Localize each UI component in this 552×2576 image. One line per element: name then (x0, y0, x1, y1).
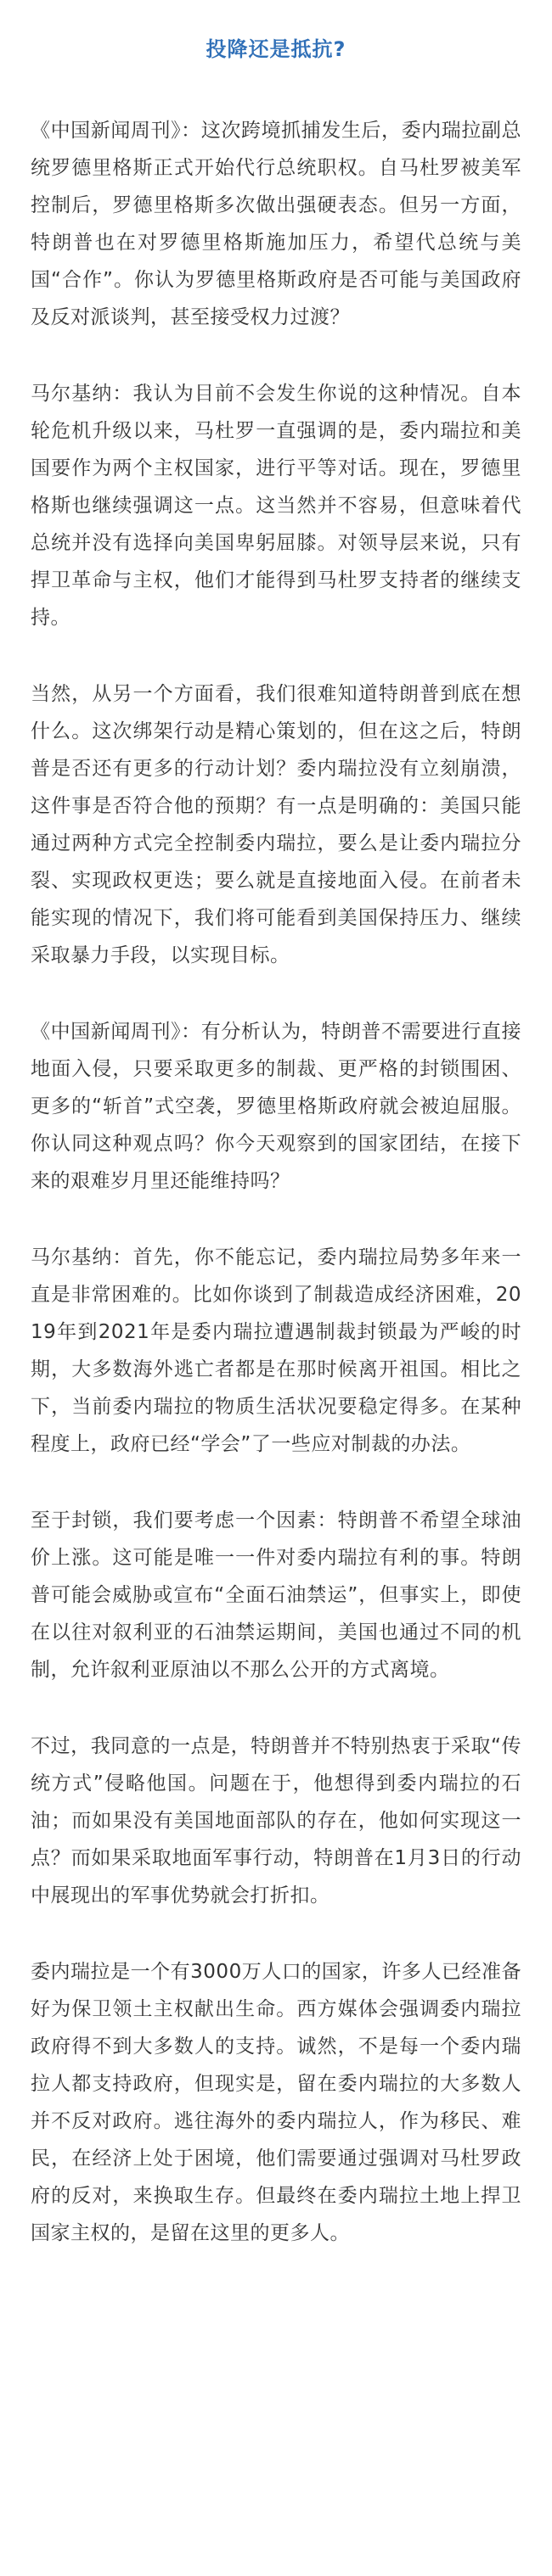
article-paragraph-2: 马尔基纳：我认为目前不会发生你说的这种情况。自本轮危机升级以来，马杜罗一直强调的是，委内瑞拉和美国要作为两个主权国家，进行平等对话。现在，罗德里格斯也继续强调这一点。这当然并不容易，但意味着代总统并没有选择向美国卑躬屈膝。对领导层来说，只有捍卫革命与主权，他们才能得到马杜罗支持者的继续支持。 (31, 383, 521, 629)
article-paragraph-6: 至于封锁，我们要考虑一个因素：特朗普不希望全球油价上涨。这可能是唯一一件对委内瑞拉有利的事。特朗普可能会威胁或宣布“全面石油禁运”，但事实上，即使在以往对叙利亚的石油禁运期间，美国也通过不同的机制，允许叙利亚原油以不那么公开的方式离境。 (31, 1509, 521, 1681)
article-paragraph-7: 不过，我同意的一点是，特朗普并不特别热衷于采取“传统方式”侵略他国。问题在于，他想得到委内瑞拉的石油；而如果没有美国地面部队的存在，他如何实现这一点？而如果采取地面军事行动，特朗普在1月3日的行动中展现出的军事优势就会打折扣。 (31, 1735, 521, 1907)
article-paragraph-4: 《中国新闻周刊》：有分析认为，特朗普不需要进行直接地面入侵，只要采取更多的制裁、更严格的封锁围困、更多的“斩首”式空袭，罗德里格斯政府就会被迫屈服。你认同这种观点吗？你今天观察到的国家团结，在接下来的艰难岁月里还能维持吗？ (31, 1021, 521, 1192)
article-title: 投降还是抵抗? (206, 37, 346, 61)
article-paragraph-8: 委内瑞拉是一个有3000万人口的国家，许多人已经准备好为保卫领土主权献出生命。西方媒体会强调委内瑞拉政府得不到大多数人的支持。诚然，不是每一个委内瑞拉人都支持政府，但现实是，留在委内瑞拉的大多数人并不反对政府。逃往海外的委内瑞拉人，作为移民、难民，在经济上处于困境，他们需要通过强调对马杜罗政府的反对，来换取生存。但最终在委内瑞拉土地上捍卫国家主权的，是留在这里的更多人。 (31, 1961, 521, 2244)
article-paragraph-1: 《中国新闻周刊》：这次跨境抓捕发生后，委内瑞拉副总统罗德里格斯正式开始代行总统职权。自马杜罗被美军控制后，罗德里格斯多次做出强硬表态。但另一方面，特朗普也在对罗德里格斯施加压力，希望代总统与美国“合作”。你认为罗德里格斯政府是否可能与美国政府及反对派谈判，甚至接受权力过渡？ (31, 120, 521, 328)
article-paragraph-3: 当然，从另一个方面看，我们很难知道特朗普到底在想什么。这次绑架行动是精心策划的，但在这之后，特朗普是否还有更多的行动计划？委内瑞拉没有立刻崩溃，这件事是否符合他的预期？有一点是明确的：美国只能通过两种方式完全控制委内瑞拉，要么是让委内瑞拉分裂、实现政权更迭；要么就是直接地面入侵。在前者未能实现的情况下，我们将可能看到美国保持压力、继续采取暴力手段，以实现目标。 (31, 683, 521, 966)
article-paragraph-5: 马尔基纳：首先，你不能忘记，委内瑞拉局势多年来一直是非常困难的。比如你谈到了制裁造成经济困难，2019年到2021年是委内瑞拉遭遇制裁封锁最为严峻的时期，大多数海外逃亡者都是在那时候离开祖国。相比之下，当前委内瑞拉的物质生活状况要稳定得多。在某种程度上，政府已经“学会”了一些应对制裁的办法。 (31, 1246, 521, 1455)
